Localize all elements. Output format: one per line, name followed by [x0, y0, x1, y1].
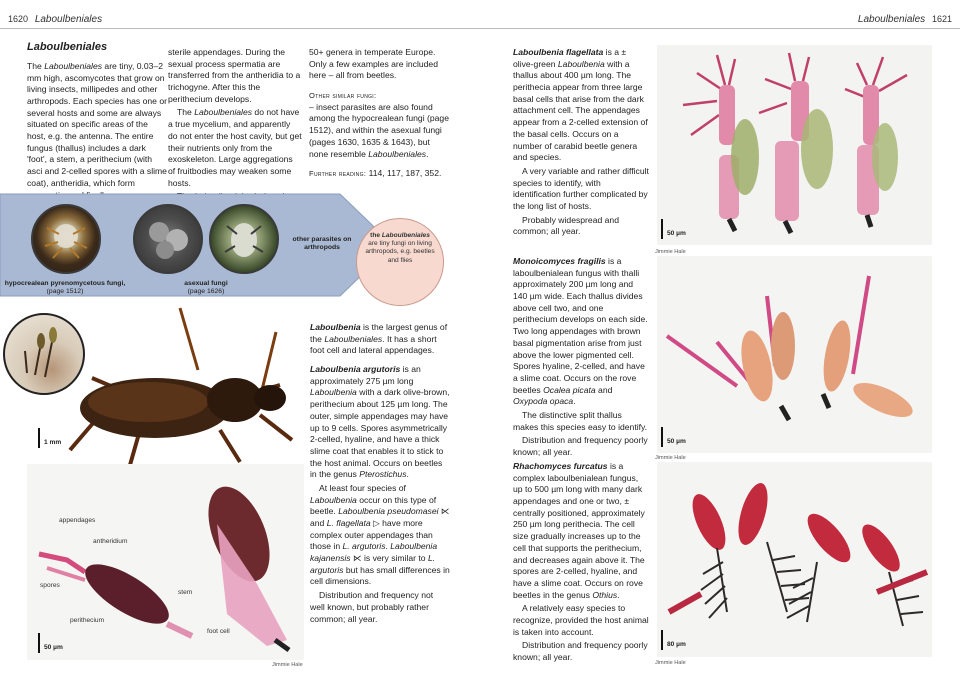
beetle-scale-bar: 1 mm	[38, 428, 88, 448]
label-antheridium: antheridium	[93, 538, 128, 545]
monoicomyces-identification: The distinctive split thallus makes this species easy to identify.	[513, 409, 648, 432]
rhachomyces-distribution: Distribution and frequency poorly known; all year.	[513, 640, 648, 662]
rhachomyces-scale-bar: 80 µm	[661, 630, 711, 650]
flagellata-distribution: Probably widespread and common; all year.	[513, 214, 619, 237]
right-page-number: 1621	[931, 14, 952, 24]
laboulbenia-genus-paragraph: Laboulbenia is the largest genus of the Laboulbeniales. It has a short foot cell and lateral appendages.	[310, 322, 448, 356]
flagellata-photo	[657, 45, 932, 245]
laboulbenia-argutoris-photo	[27, 464, 304, 660]
fungus-thallus-icon	[5, 315, 83, 393]
diagram-credit: Jimmie Hale	[272, 662, 303, 668]
label-perithecium: perithecium	[70, 617, 105, 624]
laboulbenia-similar-paragraph: At least four species of Laboulbenia occur on this type of beetle. Laboulbenia pseudomasei ⋉ and L. flagellata ▷ have more complex outer appendages than those in L. argutoris. Laboulbenia kajanensis ⋉ is very similar to L. argutoris but has small differences in cell dimensions.	[310, 482, 450, 587]
flagellata-scale-bar: 50 µm	[661, 219, 711, 239]
monoicomyces-description: Monoicomyces fragilis is a laboulbenialean fungus with thalli approximately 200 µm long and 140 µm wide. Each thallus divides above cell two, and one perithecium develops on each side. Two long appendages with brown basal pigmentation arise from just above the lower pigmented cell. Spores hyaline, 2-celled, and have a slime coat. Occurs on the rove beetles Ocalea picata and Oxypoda opaca.	[513, 256, 648, 407]
right-running-head	[858, 13, 952, 27]
flagellata-identification: A very variable and rather difficult species to identify, with identification further complicated by the long list of hosts.	[513, 165, 649, 211]
insect-with-fungus-icon	[33, 206, 99, 272]
laboulbeniales-highlight-text: the Laboulbeniales are tiny fungi on living arthropods, e.g. beetles and flies	[365, 232, 435, 264]
intro-column-1	[27, 40, 167, 203]
flagellata-description: Laboulbenia flagellata is a ± olive-green Laboulbenia with a thallus about 400 µm long. The perithecia appear from three large basal cells that arise from the dark attachment cell. The appendages appear from a 2-celled extension of the basal cells. Occurs on a number of carabid beetle genera and species.	[513, 47, 648, 163]
flagellata-text	[513, 47, 649, 240]
further-reading: Further reading: 114, 117, 187, 352.	[309, 168, 442, 179]
rhachomyces-description: Rhachomyces furcatus is a complex laboulbenialean fungus, up to 500 µm long with many dark appendages and one or two, ± centrally positioned, approximately 250 µm long perithecia. The cell size gradually increases up to the cell that supports the perithecium, and decreases again above it. The spores are 2-celled, hyaline, and have a slime coat. Occurs on rove beetles in the genus Othius.	[513, 461, 645, 600]
monoicomyces-thalli-illustration	[657, 256, 932, 453]
hypocrealean-fungus-photo	[31, 204, 101, 274]
laboulbenia-argutoris-paragraph: Laboulbenia argutoris is an approximately 275 µm long Laboulbenia with a dark olive-brown, perithecium about 125 µm long. The outer, simple appendages may have up to 9 cells. Spores asymmetrically 2-celled, hyaline, and have a thick slime coat that enables it to stick to the host animal. Occurs on beetles in the genus Pterostichus.	[310, 364, 450, 480]
rhachomyces-identification: A relatively easy species to recognize, provided the host animal is taken into account.	[513, 603, 649, 637]
rhachomyces-text	[513, 461, 649, 666]
intro-col3-p1: 50+ genera in temperate Europe. Only a few examples are included here – all from beetles.	[309, 47, 438, 81]
intro-col2-p2: The Laboulbeniales do not have a true mycelium, and apparently do not enter the host cavity, but get their nutrients only from the exoskeleton. Large aggregations of fruitbodies may weaken some hosts.	[168, 107, 302, 188]
laboulbenia-text	[310, 322, 450, 627]
monoicomyces-photo	[657, 256, 932, 453]
other-parasites-label: other parasites on arthropods	[292, 236, 352, 252]
label-stem: stem	[178, 589, 193, 596]
thallus-illustration	[27, 464, 304, 660]
rhachomyces-thalli-illustration	[657, 462, 932, 657]
monoicomyces-credit: Jimmie Hale	[655, 455, 686, 461]
asexual-fungi-label: asexual fungi (page 1626)	[184, 280, 228, 296]
rhachomyces-photo	[657, 462, 932, 657]
left-page-number: 1620	[8, 14, 29, 24]
fungal-growth-icon	[135, 206, 201, 272]
hypocrealean-label: hypocrealean pyrenomycetous fungi, (page 1512)	[4, 280, 126, 296]
flagellata-credit: Jimmie Hale	[655, 249, 686, 255]
laboulbenia-distribution: Distribution and frequency not well known, but probably rather common; all year.	[310, 590, 434, 624]
rhachomyces-credit: Jimmie Hale	[655, 660, 686, 666]
right-running-title: Laboulbeniales	[857, 14, 926, 25]
intro-col2-p1: sterile appendages. During the sexual process spermatia are transferred from the antheridia to a trichogyne. After this the perithecium develops.	[168, 47, 301, 104]
label-appendages: appendages	[59, 517, 96, 524]
monoicomyces-text	[513, 256, 649, 461]
label-spores: spores	[40, 582, 60, 589]
asexual-fungus-photo-2	[209, 204, 279, 274]
left-running-title: Laboulbeniales	[34, 14, 103, 25]
fungus-on-insect-icon	[211, 206, 277, 272]
monoicomyces-distribution: Distribution and frequency poorly known; all year.	[513, 435, 648, 457]
asexual-fungus-photo-1	[133, 204, 203, 274]
intro-column-3	[309, 47, 449, 182]
beetle-detail-inset	[3, 313, 85, 395]
label-foot-cell: foot cell	[207, 628, 230, 635]
diagram-scale-bar: 50 µm	[38, 633, 88, 653]
flagellata-thalli-illustration	[657, 45, 932, 245]
monoicomyces-scale-bar: 50 µm	[661, 427, 711, 447]
similar-fungi: Other similar fungi: – insect parasites are also found among the hypocrealean fungi (page 1512), and within the asexual fungi (pages 1630, 1635 & 1643), but none resemble Laboulbeniales.	[309, 91, 449, 159]
intro-paragraph: The Laboulbeniales are tiny, 0.03–2 mm high, ascomycotes that grow on living insects, millipedes and other arthropods. Each species has one or several hosts and some are always situated on specific areas of the host, e.g. the antenna. The entire fungus (thallus) includes a dark 'foot', a stem, a perithecium (with asci and 2-celled spores with a slime coat), antheridia, which form	[27, 60, 167, 188]
section-heading: Laboulbeniales	[27, 41, 108, 53]
left-running-head	[8, 13, 102, 27]
header-rule	[0, 28, 960, 29]
